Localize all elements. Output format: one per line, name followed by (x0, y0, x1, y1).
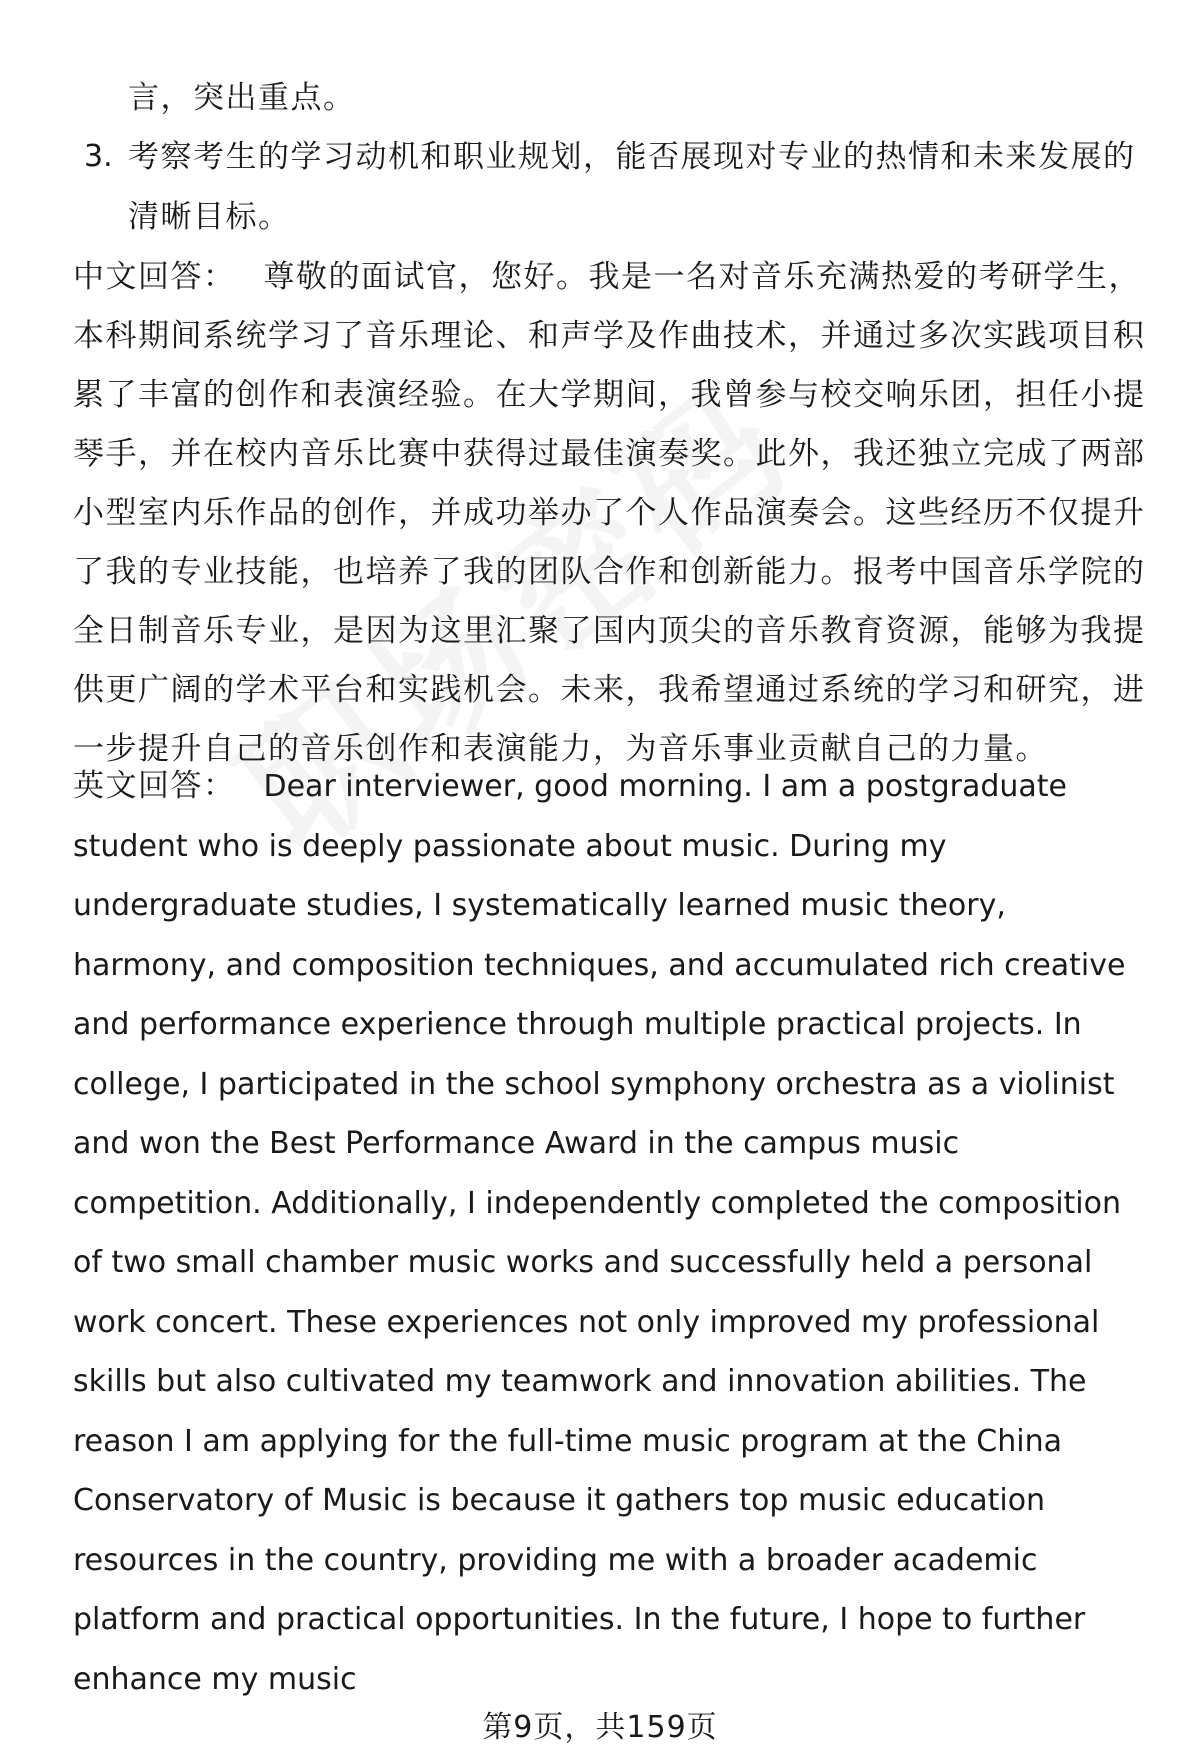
list-item-text: 考察考生的学习动机和职业规划，能否展现对专业的热情和未来发展的清晰目标。 (128, 139, 1136, 235)
english-answer (73, 757, 1155, 1709)
continuation-text: 言，突出重点。 (128, 80, 356, 116)
chinese-answer-text: 尊敬的面试官，您好。我是一名对音乐充满热爱的考研学生，本科期间系统学习了音乐理论、和声学及作曲技术，并通过多次实践项目积累了丰富的创作和表演经验。在大学期间，我曾参与校交响乐团，担任小提琴手，并在校内音乐比赛中获得过最佳演奏奖。此外，我还独立完成了两部小型室内乐作品的创作，并成功举办了个人作品演奏会。这些经历不仅提升了我的专业技能，也培养了我的团队合作和创新能力。报考中国音乐学院的全日制音乐专业，是因为这里汇聚了国内顶尖的音乐教育资源，能够为我提供更广阔的学术平台和实践机会。未来，我希望通过系统的学习和研究，进一步提升自己的音乐创作和表演能力，为音乐事业贡献自己的力量。 (73, 259, 1146, 767)
page-number: 第9页，共159页 (482, 1710, 718, 1745)
english-answer-label: 英文回答： (73, 768, 236, 804)
english-answer-text: Dear interviewer, good morning. I am a postgraduate student who is deeply passionate about music. During my undergraduate studies, I systematically learned music theory, harmony, and composition techniques, and accumulated rich creative and performance experience through multiple practical projects. In college, I participated in the school symphony orchestra as a violinist and won the Best Performance Award in the campus music competition. Additionally, I independently completed the composition of two small chamber music works and successfully held a personal work concert. These experiences not only improved my professional skills but also cultivated my teamwork and innovation abilities. The reason I am applying for the full-time music program at the China Conservatory of Music is because it gathers top music education resources in the country, providing me with a broader academic platform and practical opportunities. In the future, I hope to further enhance my music (73, 769, 1126, 1697)
list-item-number: 3. (84, 139, 113, 174)
list-item (84, 127, 1154, 247)
chinese-answer-label: 中文回答： (73, 259, 236, 295)
chinese-answer (73, 248, 1155, 779)
